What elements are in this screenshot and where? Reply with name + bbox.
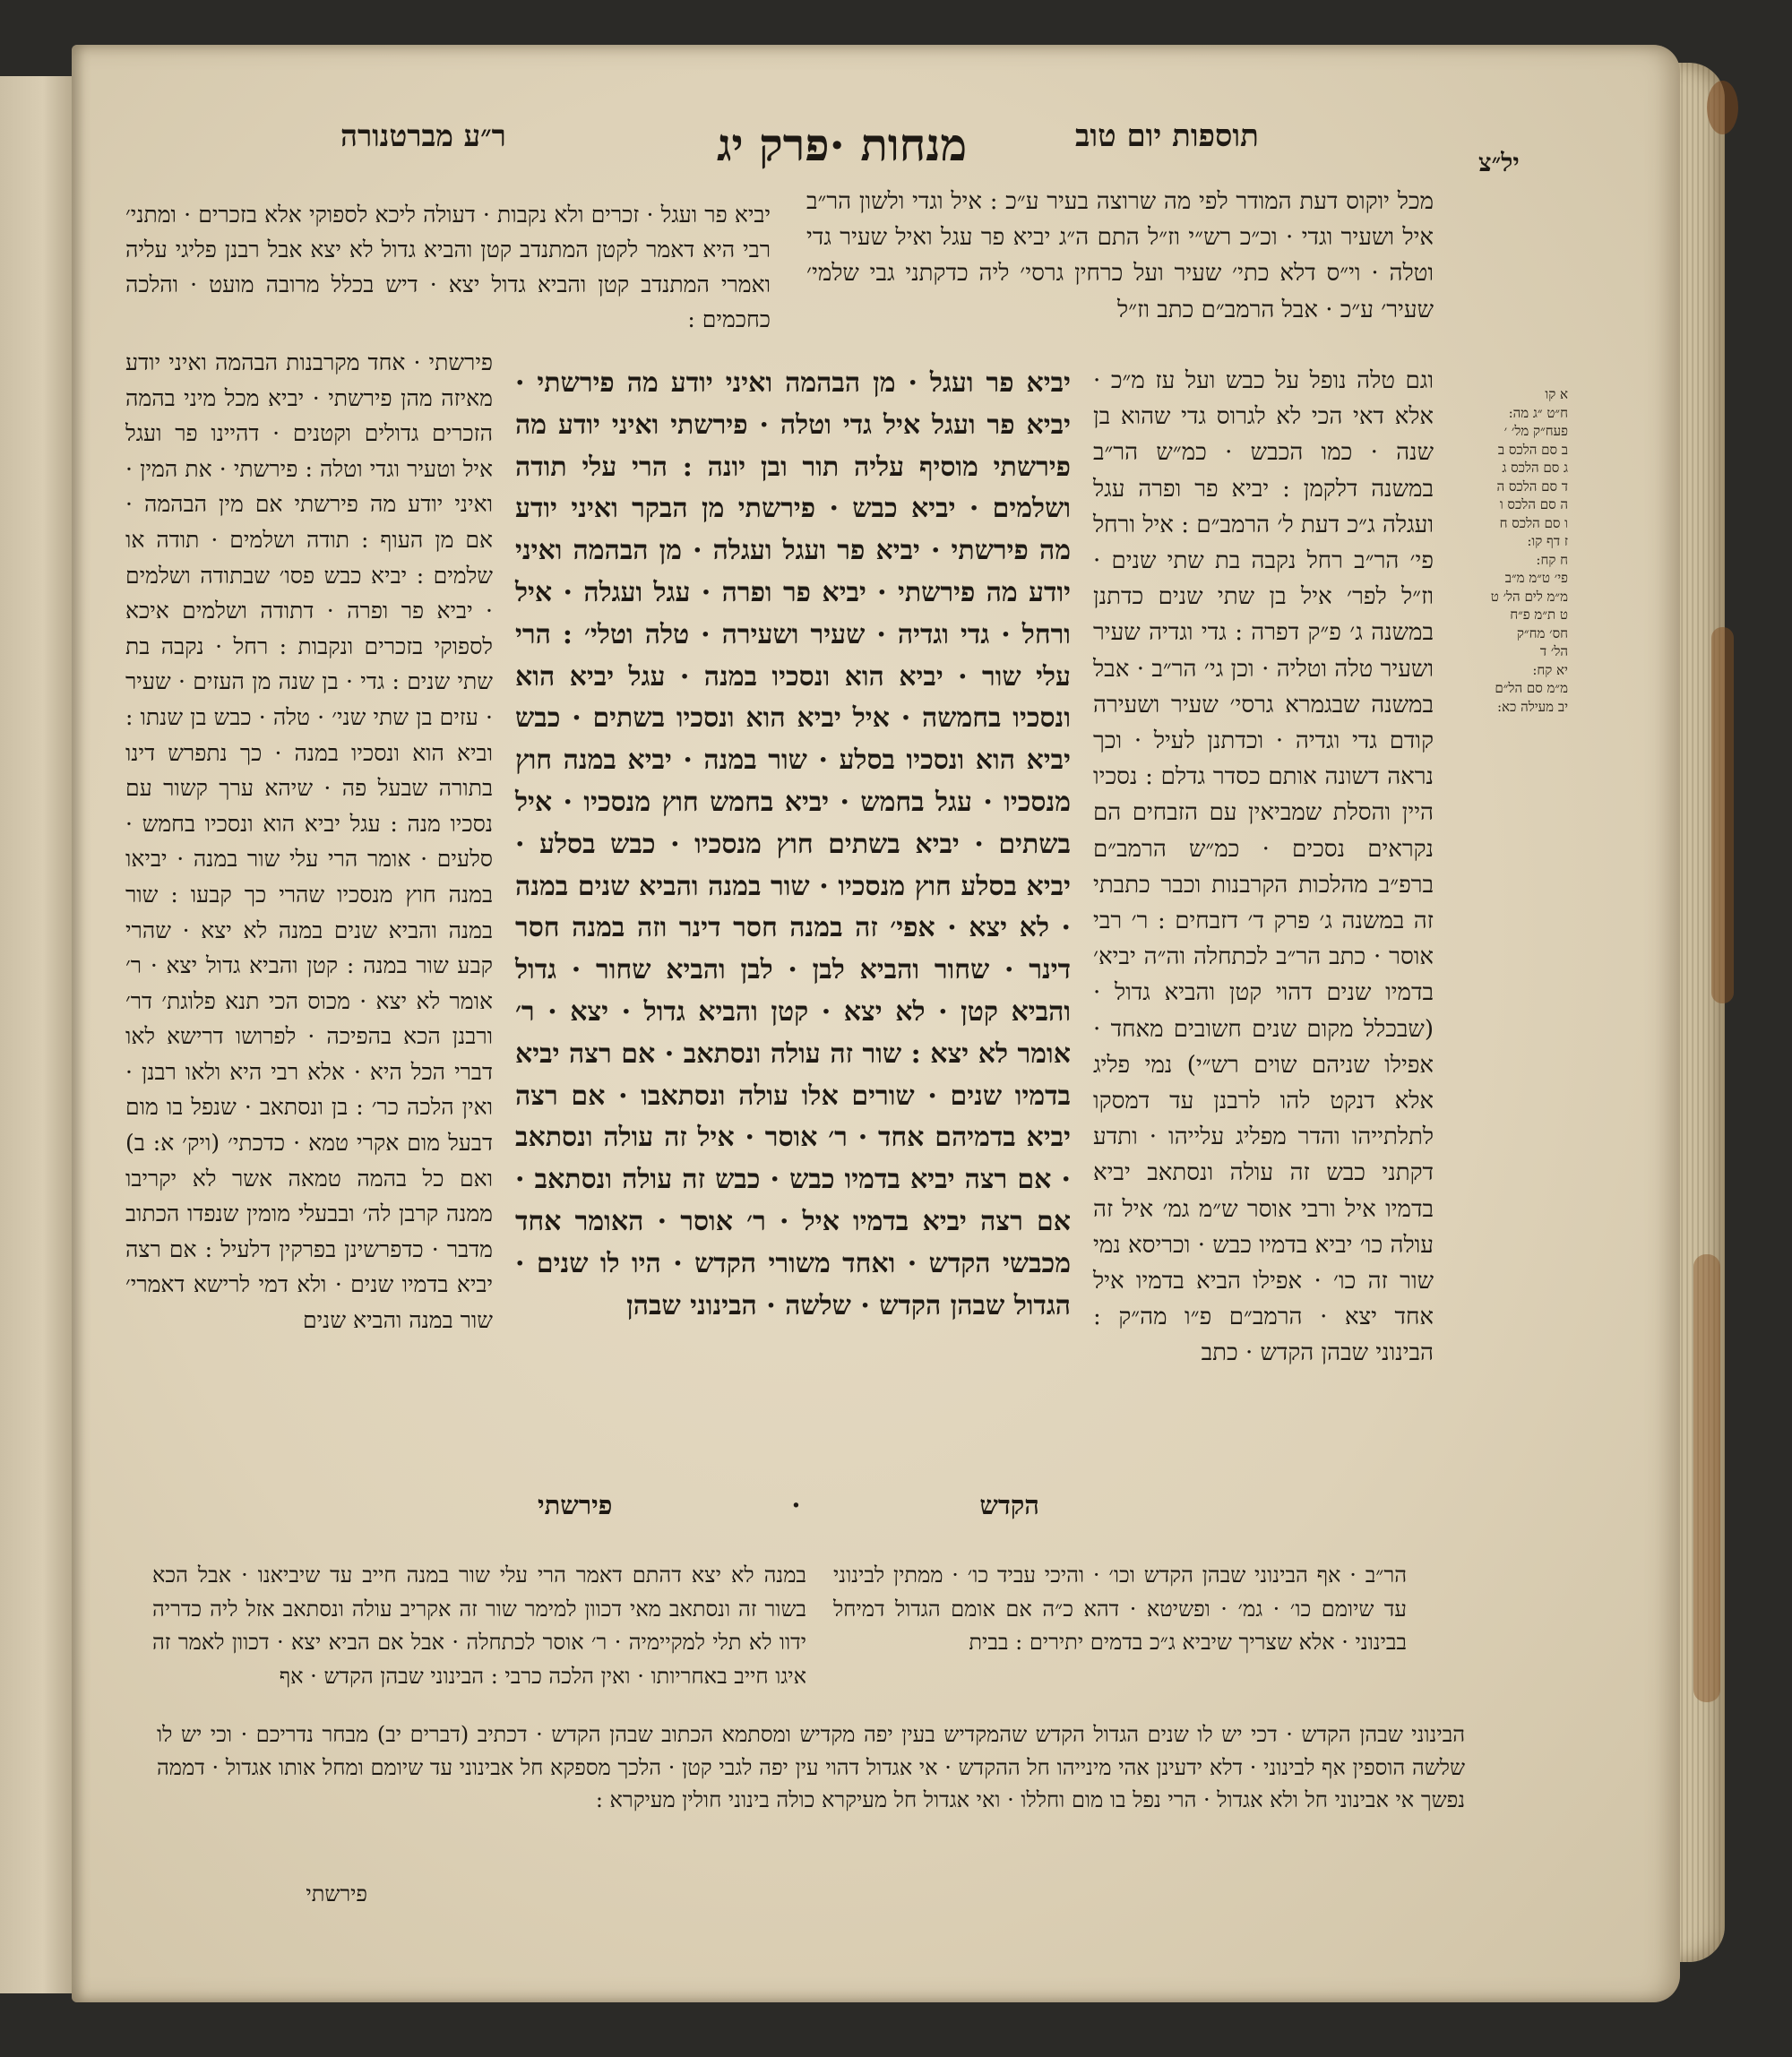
- margin-note: יא קח:: [1532, 661, 1568, 678]
- mishnah-main-text: יביא פר ועגל · מן הבהמה ואיני יודע מה פירשתי · יביא פר ועגל איל גדי וטלה · פירשתי ואיני יודע מה פירשתי מוסיף עליה תור ובן יונה : הרי עלי תודה ושלמים · יביא כבש · פירשתי מן הבקר ואיני יודע מה פירשתי · יביא פר ועגל ועגלה · מן הבהמה ואיני יודע מה פירשתי · יביא פר ופרה · עגל ועגלה · איל ורחל · גדי וגדיה · שעיר ושעירה · טלה וטלי׳ : הרי עלי שור · יביא הוא ונסכיו במנה · עגל יביא הוא ונסכיו בחמשה · איל יביא הוא ונסכיו בשתים · כבש יביא הוא ונסכיו בסלע · שור במנה · יביא במנה חוץ מנסכיו · עגל בחמש · יביא בחמש חוץ מנסכיו · איל בשתים · יביא בשתים חוץ מנסכיו · כבש בסלע · יביא בסלע חוץ מנסכיו · שור במנה והביא שנים במנה · לא יצא · אפי׳ זה במנה חסר דינר וזה במנה חסר דינר · שחור והביא לבן · לבן והביא שחור · גדול והביא קטן · לא יצא · קטן והביא גדול · יצא · ר׳ אומר לא יצא : שור זה עולה ונסתאב · אם רצה יביא בדמיו שנים · שורים אלו עולה ונסתאבו · אם רצה יביא בדמיהם אחד · ר׳ אוסר · איל זה עולה ונסתאב · אם רצה יביא בדמיו כבש · כבש זה עולה ונסתאב · אם רצה יביא בדמיו איל · ר׳ אוסר · האומר אחד מכבשי הקדש · ואחד משורי הקדש · היו לו שנים · הגדול שבהן הקדש · שלשה · הבינוני שבהן: [515, 367, 1071, 1321]
- margin-note: ח קח:: [1536, 551, 1568, 568]
- left-page-edge: [0, 76, 73, 1993]
- margin-note: ה סם הלכס ו: [1499, 496, 1568, 512]
- margin-note: מ״מ לים הל׳ ט: [1490, 588, 1568, 605]
- margin-notes: [1460, 385, 1568, 716]
- margin-note: פעח״ק מל׳ ׳: [1503, 423, 1568, 439]
- margin-note: פי׳ ט״מ מ״ב: [1504, 570, 1568, 586]
- margin-note: מ״מ סם הל״ם: [1495, 680, 1568, 696]
- footer-catchword: פירשתי: [306, 1881, 367, 1906]
- margin-note: ו סם הלכס ח: [1499, 514, 1568, 531]
- header-left-title: ר״ע מברטנורה: [340, 118, 506, 153]
- tosafot-bottom-text: הר״ב · אף הבינוני שבהן הקדש וכו׳ · והיכי עביד כו׳ · ממתין לבינוני עד שיומם כו׳ · גמ׳ · ופשיטא · דהא כ״ה אם אומם הגדול דמיחל בבינוני · אלא שצריך שיביא ג״כ בדמים יתירים : בבית: [833, 1562, 1407, 1656]
- margin-note: ב סם הלכס ב: [1497, 441, 1568, 458]
- edge-stain: [1693, 1254, 1720, 1702]
- margin-note: ג סם הלכס ג: [1502, 460, 1568, 476]
- header-right-title: תוספות יום טוב: [1075, 118, 1259, 154]
- margin-note: א קו: [1545, 386, 1568, 402]
- margin-note: יב מעילה כא:: [1496, 698, 1568, 715]
- bartenura-bottom-text: במנה לא יצא דהתם דאמר הרי עלי שור במנה חייב עד שיביאנו · אבל הכא בשור זה ונסתאב מאי דכוון למימר שור זה אקריב עולה ונסתאב אזל ליה כדריה ידוו לא תלי למקיימיה · ר׳ אוסר לכתחלה · אבל אם הביא יצא · דכוון לאמר זה איגו חייב באחריותו · ואין הלכה כרבי : הבינוני שבהן הקדש · אף: [152, 1562, 806, 1690]
- folio-number: יל״צ: [1478, 148, 1520, 177]
- bartenura-top-text: יביא פר ועגל · זכרים ולא נקבות · דעולה ליכא לספוקי אלא בזכרים · ומתני׳ רבי היא דאמר לקטן המתנדב קטן והביא גדול לא יצא אבל רבנן פליגי עליה ואמרי המתנדב קטן והביא גדול יצא · דיש בכלל מרובה מועט · והלכה כחכמים :: [125, 202, 771, 332]
- margin-note: ח״ט ״ג מה:: [1508, 404, 1568, 421]
- tosafot-top-text: מכל יוקוס דעת המודר לפי מה שרוצה בעיר ע״כ : איל וגדי ולשון הר״ב איל ושעיר וגדי · וכ״כ רש״י וז״ל התם ה״ג יביא פר עגל ואיל שעיר גדי וטלה · וי״ס דלא כתי׳ שעיר ועל כרחין גרסי׳ ליה כדקתני גבי שלמי׳ שעיר׳ ע״כ · אבל הרמב״ם כתב וז״ל: [806, 188, 1434, 323]
- commentary-footer-text: הבינוני שבהן הקדש · דכי יש לו שנים הגדול הקדש שהמקדיש בעין יפה מקדיש ומסתמא הכתוב שבהן הקדש · דכתיב (דברים יב) מבחר נדריכם · וכי יש לו שלשה הוספין אף לבינוני · דלא ידעינן אהי מינייהו חל ההקדש · אי אגדול דהוי עין יפה לגבי קטן · הלכך מספקא חל אבינוני עד שיומם ומחל אותו אגדול · דממה נפשך אי אבינוני חל ולא אגדול · הרי נפל בו מום וחללו · ואי אגדול חל מעיקרא כולה בינוני חולין מעיקרא :: [157, 1722, 1465, 1812]
- margin-note: ז דף קו:: [1527, 533, 1568, 549]
- tosafot-column: וגם טלה נופל על כבש ועל עז מ״כ · אלא דאי הכי לא לגרוס גדי שהוא בן שנה · כמו הכבש · כמ״ש הר״ב במשנה דלקמן : יביא פר ופרה עגל ועגלה ג״כ דעת ל׳ הרמב״ם : איל ורחל פי׳ הר״ב רחל נקבה בת שתי שנים · וז״ל לפר׳ איל בן שתי שנים כדתנן במשנה ג׳ פ״ק דפרה : גדי וגדיה שעיר ושעיר טלה וטליה · וכן גי׳ הר״ב · אבל במשנה שבגמרא גרסי׳ שעיר ושעירה קודם גדי וגדיה · וכדתנן לעיל · וכך נראה דשונה אותם כסדר גדלם : נסכיו היין והסלת שמביאין עם הזבחים הם נקראים נסכים · כמ״ש הרמב״ם ברפ״ב מהלכות הקרבנות וכבר כתבתי זה במשנה ג׳ פרק ד׳ דזבחים : ר׳ רבי אוסר · כתב הר״ב לכתחלה וה״ה יביא׳ בדמיו שנים דהוי קטן והביא גדול · (שבכלל מקום שנים חשובים מאחד · אפילו שניהם שוים רש״י) נמי פליג אלא דנקט להו לרבנן עד דמסקו לתלתייהו והדר מפליג עלייהו · ותדע דקתני כבש זה עולה ונסתאב יביא בדמיו איל ורבי אוסר ש״מ גמ׳ איל זה עולה כו׳ יביא בדמיו כבש · וכריסא נמי שור זה כו׳ · אפילו הביא בדמיו איל אחד יצא · הרמב״ם פ״ו מה״ק : הבינוני שבהן הקדש · כתב: [1093, 367, 1434, 1367]
- margin-note: חס׳ מח״ק: [1516, 624, 1568, 641]
- edge-stain: [1711, 627, 1734, 1003]
- margin-note: הל׳ ד: [1539, 643, 1568, 659]
- margin-note: ד סם הלכס ה: [1496, 478, 1568, 495]
- bartenura-column: פירשתי · אחד מקרבנות הבהמה ואיני יודע מאיזה מהן פירשתי · יביא מכל מיני בהמה הזכרים גדולים וקטנים · דהיינו פר ועגל איל וטעיר וגדי וטלה : פירשתי · את המין · ואיני יודע מה פירשתי אם מין הבהמה · אם מן העוף : תודה ושלמים · תודה או שלמים : יביא כבש פסו׳ שבתודה ושלמים · יביא פר ופרה · דתודה ושלמים איכא לספוקי בזכרים ונקבות : רחל · נקבה בת שתי שנים : גדי · בן שנה מן העזים · שעיר · עזים בן שתי שני׳ · טלה · כבש בן שנתו : וביא הוא ונסכיו במנה · כך נתפרש דינו בתורה שבעל פה · שיהא ערך קשור עם נסכיו מנה : עגל יביא הוא ונסכיו בחמש · סלעים · אומר הרי עלי שור במנה · יביאו במנה חוץ מנסכיו שהרי כך קבעו : שור במנה והביא שנים במנה לא יצא · שהרי קבע שור במנה : קטן והביא גדול יצא · ר׳ אומר לא יצא · מכוס הכי תנא פלוגת׳ דר׳ ורבנן הכא בהפיכה · לפרושו דרישא לאו דברי הכל היא · אלא רבי היא ולאו רבנן · ואין הלכה כר׳ : בן ונסתאב · שנפל בו מום דבעל מום אקרי טמא · כדכתי׳ (ויק׳ א: ב) ואם כל בהמה טמאה אשר לא יקריבו ממנה קרבן לה׳ ובבעלי מומין שנפדו הכתוב מדבר · כדפרשינן בפרקין דלעיל : אם רצה יביא בדמיו שנים · ולא דמי לרישא דאמרי׳ שור במנה והביא שנים: [125, 349, 493, 1334]
- mishnah-end-text: הקדש · פירשתי: [538, 1490, 1039, 1520]
- margin-note: ט ת״מ פ״ח: [1510, 607, 1568, 623]
- header-center-title: מנחות ·פרק יג: [717, 118, 968, 171]
- edge-stain: [1707, 81, 1738, 134]
